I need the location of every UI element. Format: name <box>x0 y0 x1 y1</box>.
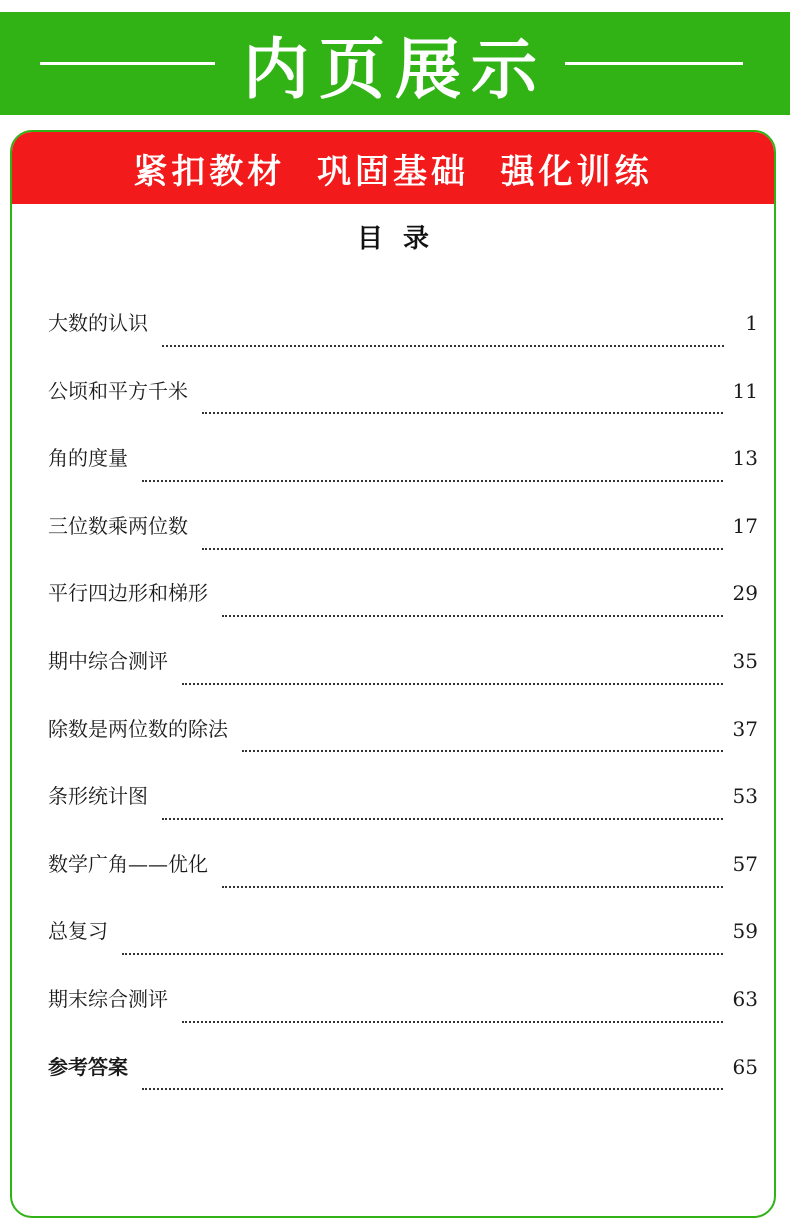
header-banner <box>0 12 790 115</box>
toc-entry-label: 角的度量 <box>48 446 128 471</box>
toc-entry <box>48 442 758 510</box>
toc-entry <box>48 1051 758 1119</box>
toc-entry-page: 65 <box>732 1054 758 1079</box>
toc-dot-leader <box>222 615 723 617</box>
toc-entry-label: 三位数乘两位数 <box>48 513 188 538</box>
toc-entry-page: 59 <box>732 919 758 944</box>
toc-entry-page: 11 <box>732 378 758 403</box>
banner-right-line <box>565 62 743 65</box>
toc-entry <box>48 645 758 713</box>
toc-dot-leader <box>202 548 723 550</box>
toc-entry-label: 总复习 <box>48 919 108 944</box>
toc-dot-leader <box>142 480 723 482</box>
toc-entry-page: 1 <box>745 311 758 335</box>
toc-entry-page: 29 <box>732 581 758 606</box>
toc-entry-page: 57 <box>732 851 758 876</box>
banner-title: 内页展示 <box>243 31 547 108</box>
toc-entry-label: 条形统计图 <box>48 784 148 809</box>
toc-entry-page: 37 <box>732 716 758 741</box>
toc-entry-label: 参考答案 <box>48 1054 128 1079</box>
toc-entry-page: 13 <box>732 446 758 471</box>
slogan-bar <box>12 132 774 204</box>
toc-dot-leader <box>182 1021 723 1023</box>
toc-entry-page: 53 <box>732 784 758 809</box>
toc-entry-label: 平行四边形和梯形 <box>48 581 208 606</box>
toc-title: 目录 <box>356 224 449 254</box>
toc-entry-label: 期末综合测评 <box>48 986 168 1011</box>
toc-dot-leader <box>202 412 723 414</box>
toc-entry-label: 除数是两位数的除法 <box>48 716 228 741</box>
toc-entry <box>48 915 758 983</box>
banner-left-line <box>40 62 215 65</box>
toc-entry-page: 63 <box>732 986 758 1011</box>
toc-entry-label: 公顷和平方千米 <box>48 378 188 403</box>
slogan-text: 紧扣教材 巩固基础 强化训练 <box>133 151 653 192</box>
toc-page-card <box>10 130 776 1218</box>
toc-entry-page: 35 <box>732 648 758 673</box>
toc-dot-leader <box>242 750 723 752</box>
toc-dot-leader <box>122 953 723 955</box>
toc-entry <box>48 713 758 781</box>
toc-list <box>48 307 758 1118</box>
toc-entry <box>48 577 758 645</box>
toc-entry <box>48 780 758 848</box>
toc-entry <box>48 375 758 443</box>
toc-entry <box>48 510 758 578</box>
toc-dot-leader <box>162 818 723 820</box>
toc-dot-leader <box>142 1088 723 1090</box>
toc-entry <box>48 983 758 1051</box>
toc-dot-leader <box>182 683 723 685</box>
toc-dot-leader <box>162 345 724 347</box>
toc-entry <box>48 307 758 375</box>
toc-entry-label: 大数的认识 <box>48 311 148 335</box>
toc-entry-label: 期中综合测评 <box>48 648 168 673</box>
toc-dot-leader <box>222 886 723 888</box>
toc-entry-label: 数学广角——优化 <box>48 851 208 876</box>
toc-entry-page: 17 <box>732 513 758 538</box>
toc-entry <box>48 848 758 916</box>
